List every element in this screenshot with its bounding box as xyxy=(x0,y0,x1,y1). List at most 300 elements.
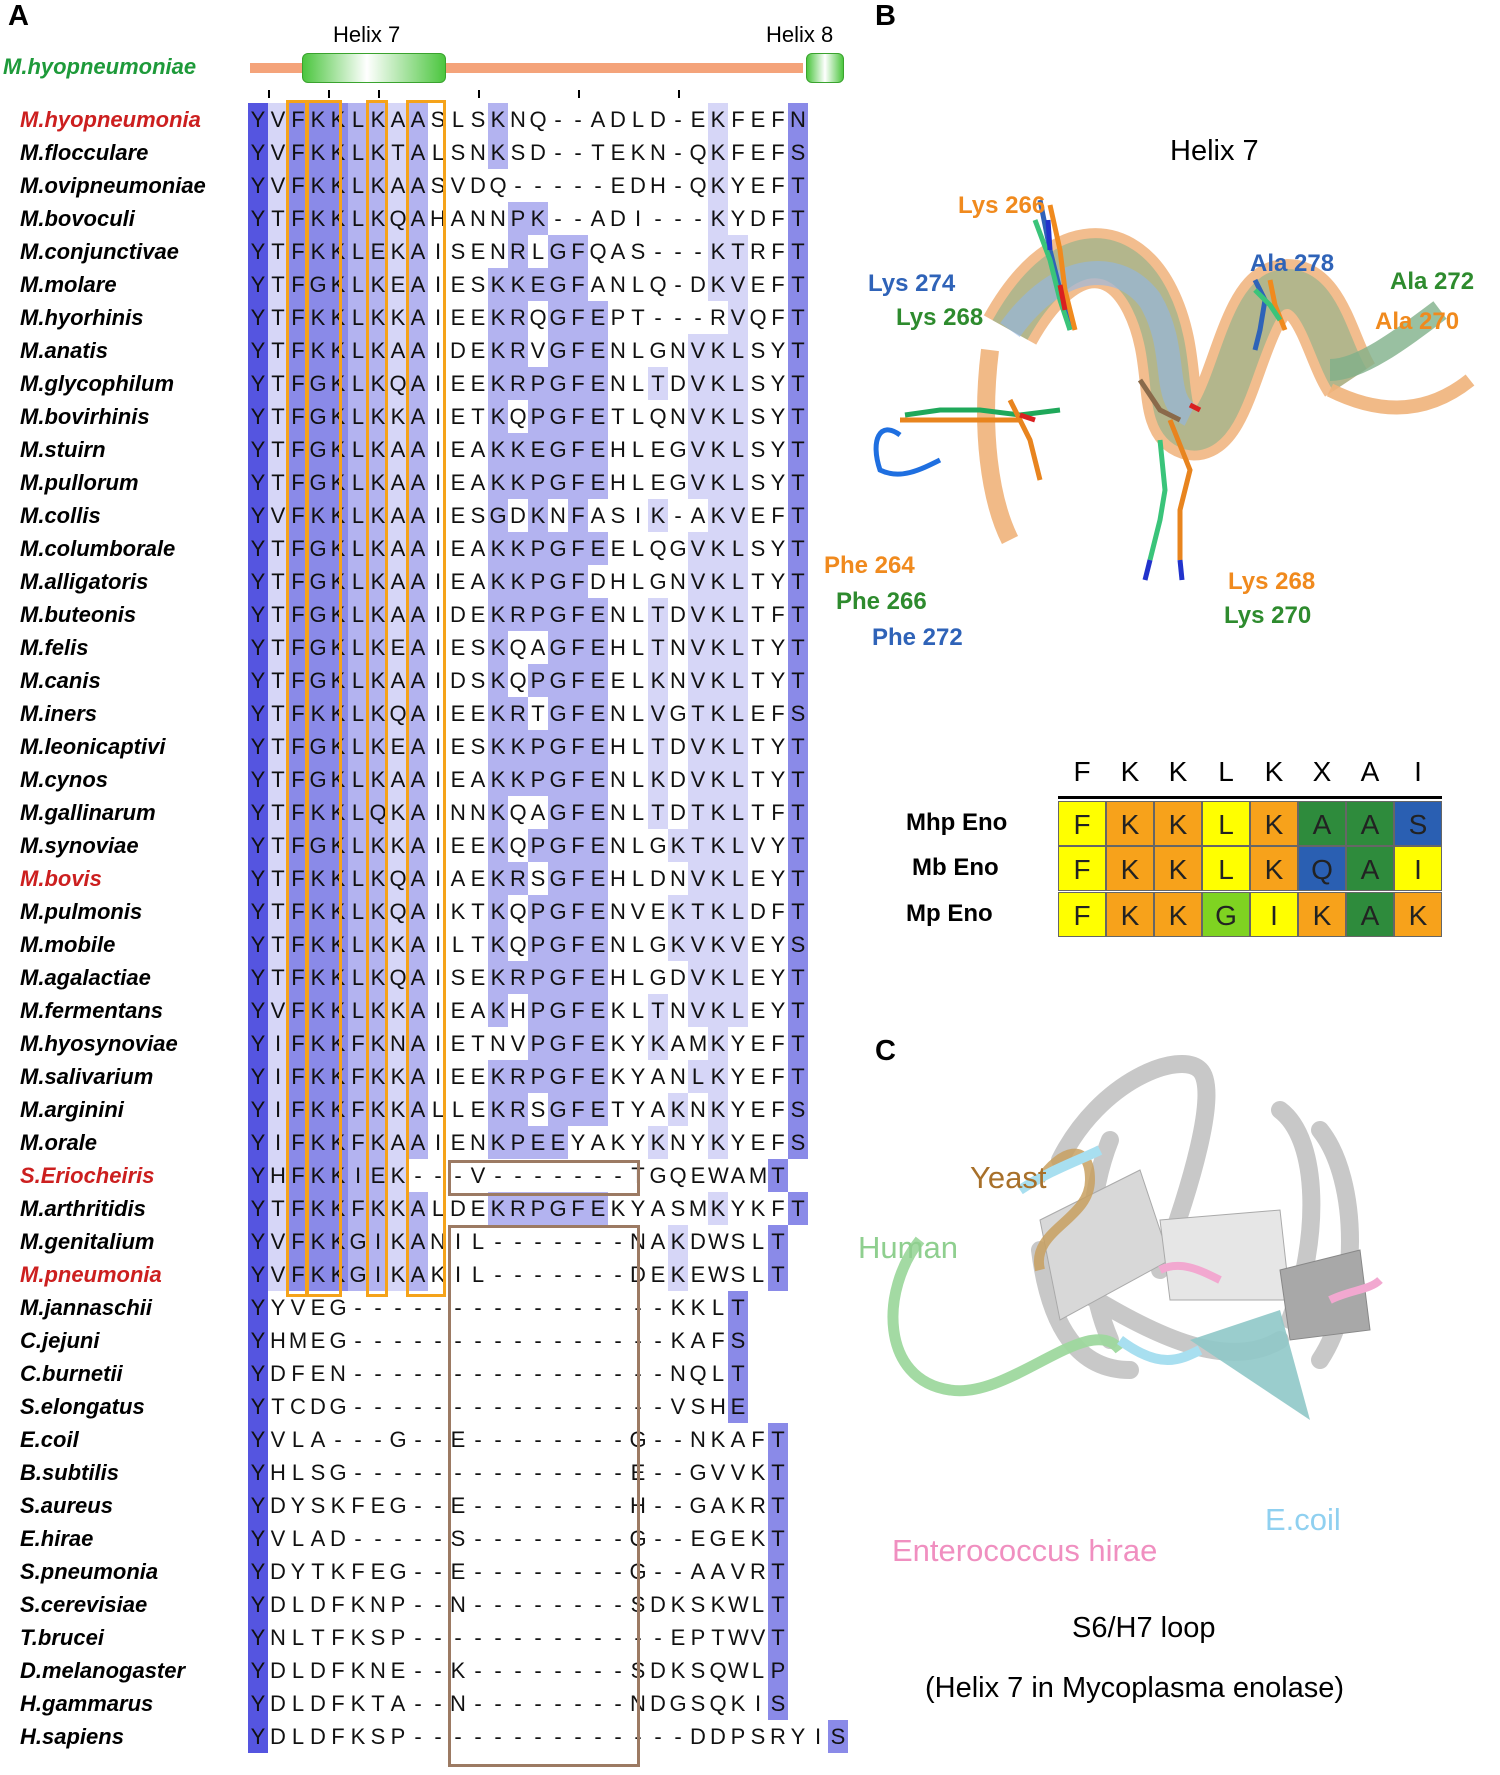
residue-cell: - xyxy=(554,206,562,231)
residue-cell: - xyxy=(514,1559,522,1584)
residue-cell: K xyxy=(308,1060,328,1093)
residue-cell: T xyxy=(751,800,765,825)
species-label: M.hyosynoviae xyxy=(20,1031,178,1056)
residue-cell: Y xyxy=(770,569,786,594)
residue-cell: G xyxy=(389,1427,407,1452)
residue-cell: E xyxy=(750,932,766,957)
residue-cell: N xyxy=(470,140,486,165)
residue-cell: I xyxy=(434,272,442,297)
residue-cell: L xyxy=(751,1658,765,1683)
residue-cell: - xyxy=(654,1361,662,1386)
helix7-structure-title: Helix 7 xyxy=(1170,135,1259,167)
residue-cell: L xyxy=(291,1724,305,1749)
residue-cell: K xyxy=(708,862,728,895)
species-label: M.felis xyxy=(20,635,89,660)
species-label: M.ovipneumoniae xyxy=(20,173,206,198)
residue-cell: K xyxy=(610,998,626,1023)
residue-cell: V xyxy=(688,334,708,367)
residue-cell: D xyxy=(710,1724,726,1749)
residue-cell: A xyxy=(470,437,486,462)
residue-cell: F xyxy=(771,140,785,165)
residue-cell: Y xyxy=(248,1687,268,1720)
residue-cell: - xyxy=(474,1361,482,1386)
residue-cell: K xyxy=(388,796,408,829)
residue-cell: H xyxy=(510,998,526,1023)
residue-cell: E xyxy=(370,1559,386,1584)
residue-cell: N xyxy=(610,899,626,924)
residue-cell: Y xyxy=(248,994,268,1027)
residue-cell: K xyxy=(368,301,388,334)
residue-cell: - xyxy=(474,1427,482,1452)
residue-cell: - xyxy=(674,503,682,528)
residue-cell: E xyxy=(450,569,466,594)
residue-cell: K xyxy=(648,499,668,532)
residue-cell: K xyxy=(508,532,528,565)
residue-cell: H xyxy=(610,569,626,594)
residue-cell: Q xyxy=(689,140,707,165)
residue-cell: D xyxy=(310,1394,326,1419)
residue-cell: T xyxy=(471,899,485,924)
residue-cell: D xyxy=(750,206,766,231)
table-cell: K xyxy=(1106,846,1154,891)
residue-cell: K xyxy=(328,961,348,994)
residue-cell: K xyxy=(708,928,728,961)
residue-cell: K xyxy=(488,532,508,565)
residue-cell: - xyxy=(654,1394,662,1419)
residue-cell: G xyxy=(548,994,568,1027)
residue-cell: S xyxy=(750,338,766,363)
residue-cell: L xyxy=(348,697,368,730)
residue-cell: Q xyxy=(649,404,667,429)
residue-cell: F xyxy=(351,1559,365,1584)
residue-cell: Y xyxy=(248,1555,268,1588)
residue-cell: R xyxy=(508,1093,528,1126)
residue-cell: Y xyxy=(248,598,268,631)
residue-cell: - xyxy=(534,1427,542,1452)
residue-cell: K xyxy=(368,994,388,1027)
residue-cell: K xyxy=(388,235,408,268)
residue-cell: S xyxy=(450,1526,466,1551)
residue-cell: K xyxy=(668,928,688,961)
residue-cell: - xyxy=(474,1592,482,1617)
residue-cell: T xyxy=(268,730,288,763)
residue-cell: M xyxy=(688,1196,708,1221)
species-structure-label: E.coil xyxy=(1265,1502,1341,1537)
residue-cell: N xyxy=(450,1592,466,1617)
residue-cell: - xyxy=(594,1625,602,1650)
residue-cell: K xyxy=(750,1196,766,1221)
residue-label: Phe 266 xyxy=(836,588,927,615)
table-cell: F xyxy=(1058,892,1106,937)
residue-cell: E xyxy=(750,503,766,528)
residue-cell: A xyxy=(408,499,428,532)
species-label: M.stuirn xyxy=(20,437,106,462)
table-row xyxy=(1058,846,1442,891)
species-label: M.gallinarum xyxy=(20,800,156,825)
residue-cell: Q xyxy=(388,202,408,235)
residue-cell: K xyxy=(708,202,728,235)
residue-cell: E xyxy=(450,1493,466,1518)
residue-cell: T xyxy=(268,433,288,466)
residue-cell: - xyxy=(434,1361,442,1386)
residue-cell: N xyxy=(510,107,526,132)
residue-cell: R xyxy=(508,697,528,730)
residue-cell: N xyxy=(370,1592,386,1617)
residue-cell: V xyxy=(530,338,546,363)
residue-cell: - xyxy=(474,1526,482,1551)
residue-cell: - xyxy=(454,1394,462,1419)
species-label: M.pulmonis xyxy=(20,899,143,924)
species-label: M.pneumonia xyxy=(20,1262,162,1287)
residue-cell: T xyxy=(591,140,605,165)
residue-cell: I xyxy=(434,866,442,891)
residue-cell: H xyxy=(268,1159,288,1192)
residue-cell: H xyxy=(610,635,626,660)
residue-cell: E xyxy=(588,334,608,367)
residue-cell: F xyxy=(568,367,588,400)
residue-cell: - xyxy=(674,173,682,198)
residue-cell: E xyxy=(588,400,608,433)
residue-cell: L xyxy=(728,466,748,499)
residue-cell: F xyxy=(288,796,308,829)
residue-cell: Y xyxy=(248,1126,268,1159)
residue-cell: - xyxy=(414,1526,422,1551)
species-label: M.anatis xyxy=(20,338,109,363)
residue-cell: - xyxy=(394,1361,402,1386)
residue-cell: - xyxy=(454,1328,462,1353)
residue-cell: I xyxy=(434,437,442,462)
residue-cell: - xyxy=(374,1361,382,1386)
residue-cell: Y xyxy=(248,202,268,235)
residue-cell: L xyxy=(348,664,368,697)
residue-cell: E xyxy=(588,367,608,400)
table-cell: K xyxy=(1106,801,1154,846)
residue-cell: - xyxy=(674,239,682,264)
residue-cell: K xyxy=(750,1460,766,1485)
residue-cell: Y xyxy=(248,1456,268,1489)
residue-cell: Y xyxy=(770,338,786,363)
residue-cell: - xyxy=(594,173,602,198)
residue-cell: E xyxy=(630,1460,646,1485)
residue-cell: Q xyxy=(388,961,408,994)
residue-cell: Q xyxy=(509,404,527,429)
residue-cell: G xyxy=(649,338,667,363)
loop-structure xyxy=(860,1040,1480,1530)
species-label: B.subtilis xyxy=(20,1460,120,1485)
residue-cell: T xyxy=(648,598,668,631)
residue-cell: L xyxy=(348,631,368,664)
species-label: S.elongatus xyxy=(20,1394,145,1419)
residue-cell: K xyxy=(388,829,408,862)
residue-cell: Y xyxy=(248,136,268,169)
residue-cell: T xyxy=(711,1625,725,1650)
residue-cell: L xyxy=(631,800,645,825)
residue-cell: K xyxy=(708,1027,728,1060)
residue-cell: T xyxy=(768,1423,788,1456)
residue-cell: K xyxy=(328,532,348,565)
residue-cell: P xyxy=(730,1724,746,1749)
residue-cell: E xyxy=(470,602,486,627)
residue-cell: K xyxy=(368,466,388,499)
residue-cell: - xyxy=(494,1526,502,1551)
residue-cell: K xyxy=(488,796,508,829)
residue-cell: Q xyxy=(509,800,527,825)
residue-cell: - xyxy=(474,1460,482,1485)
residue-cell: G xyxy=(348,1225,368,1258)
residue-cell: D xyxy=(650,107,666,132)
residue-cell: A xyxy=(408,565,428,598)
residue-cell: F xyxy=(771,1097,785,1122)
residue-cell: W xyxy=(708,1163,729,1188)
residue-cell: - xyxy=(574,1592,582,1617)
residue-cell: R xyxy=(750,1559,766,1584)
residue-cell: - xyxy=(594,1427,602,1452)
residue-cell: I xyxy=(434,800,442,825)
residue-cell: Y xyxy=(630,1097,646,1122)
residue-cell: V xyxy=(728,301,748,334)
residue-cell: Y xyxy=(248,1192,268,1225)
residue-cell: H xyxy=(270,1460,286,1485)
residue-cell: L xyxy=(348,961,368,994)
residue-cell: A xyxy=(650,1229,666,1254)
residue-cell: L xyxy=(531,239,545,264)
residue-cell: S xyxy=(670,1196,686,1221)
residue-cell: K xyxy=(368,1192,388,1225)
residue-cell: N xyxy=(610,800,626,825)
residue-cell: E xyxy=(610,140,626,165)
residue-cell: S xyxy=(750,536,766,561)
residue-cell: A xyxy=(590,272,606,297)
residue-cell: Y xyxy=(730,1130,746,1155)
residue-cell: P xyxy=(528,532,548,565)
species-structure-label: Yeast xyxy=(970,1160,1047,1195)
residue-cell: Y xyxy=(248,1390,268,1423)
residue-cell: F xyxy=(568,763,588,796)
residue-cell: L xyxy=(728,829,748,862)
residue-cell: - xyxy=(514,1394,522,1419)
residue-cell: K xyxy=(708,532,728,565)
residue-cell: Y xyxy=(248,532,268,565)
species-label: H.sapiens xyxy=(20,1724,124,1749)
residue-cell: E xyxy=(470,1196,486,1221)
residue-cell: K xyxy=(328,433,348,466)
residue-cell: N xyxy=(670,569,686,594)
species-label: M.leonicaptivi xyxy=(20,734,166,759)
residue-cell: K xyxy=(708,1126,728,1159)
species-label: E.hirae xyxy=(20,1526,94,1551)
residue-cell: E xyxy=(750,1130,766,1155)
residue-cell: - xyxy=(434,1295,442,1320)
residue-cell: - xyxy=(594,1295,602,1320)
residue-cell: Q xyxy=(388,895,408,928)
residue-cell: I xyxy=(434,932,442,957)
residue-cell: - xyxy=(614,1262,622,1287)
residue-cell: G xyxy=(548,796,568,829)
residue-cell: K xyxy=(368,730,388,763)
residue-cell: K xyxy=(368,862,388,895)
residue-cell: I xyxy=(454,1262,462,1287)
residue-cell: D xyxy=(690,272,706,297)
tick-mark xyxy=(578,90,580,98)
residue-cell: Y xyxy=(770,404,786,429)
residue-cell: F xyxy=(568,730,588,763)
species-label: M.columborale xyxy=(20,536,176,561)
species-label: M.alligatoris xyxy=(20,569,149,594)
residue-cell: L xyxy=(348,202,368,235)
residue-cell: K xyxy=(368,763,388,796)
residue-cell: Y xyxy=(770,932,786,957)
residue-cell: K xyxy=(368,565,388,598)
residue-cell: F xyxy=(348,1093,368,1126)
residue-cell: E xyxy=(610,536,626,561)
residue-cell: K xyxy=(488,301,508,334)
residue-cell: K xyxy=(368,103,388,136)
residue-cell: F xyxy=(288,565,308,598)
residue-cell: F xyxy=(288,532,308,565)
residue-cell: H xyxy=(650,173,666,198)
table-cell: K xyxy=(1154,892,1202,937)
residue-cell: G xyxy=(548,301,568,334)
residue-cell: K xyxy=(308,895,328,928)
residue-cell: M xyxy=(688,1031,708,1056)
residue-cell: K xyxy=(328,202,348,235)
residue-cell: K xyxy=(708,235,728,268)
residue-cell: S xyxy=(470,734,486,759)
residue-cell: D xyxy=(330,1526,346,1551)
residue-cell: - xyxy=(634,1724,642,1749)
residue-cell: S xyxy=(470,107,486,132)
residue-cell: K xyxy=(350,1625,366,1650)
residue-cell: - xyxy=(654,1559,662,1584)
residue-cell: - xyxy=(554,173,562,198)
residue-cell: K xyxy=(328,664,348,697)
residue-cell: A xyxy=(388,664,408,697)
residue-cell: K xyxy=(708,367,728,400)
residue-cell: V xyxy=(268,994,288,1027)
residue-cell: A xyxy=(408,1258,428,1291)
residue-cell: A xyxy=(408,1027,428,1060)
table-row xyxy=(1058,892,1442,937)
residue-cell: E xyxy=(450,404,466,429)
residue-cell: D xyxy=(590,569,606,594)
species-label: C.burnetii xyxy=(20,1361,123,1386)
residue-cell: - xyxy=(574,1526,582,1551)
residue-cell: K xyxy=(488,994,508,1027)
residue-cell: - xyxy=(354,1427,362,1452)
residue-cell: T xyxy=(631,305,645,330)
residue-cell: G xyxy=(348,1258,368,1291)
residue-cell: - xyxy=(594,1361,602,1386)
residue-cell: - xyxy=(674,305,682,330)
species-label: M.glycophilum xyxy=(20,371,174,396)
residue-cell: P xyxy=(610,305,626,330)
table-row-label: Mp Eno xyxy=(906,900,993,927)
residue-cell: T xyxy=(268,268,288,301)
residue-cell: F xyxy=(771,701,785,726)
residue-cell: - xyxy=(434,1724,442,1749)
residue-cell: T xyxy=(268,334,288,367)
residue-cell: L xyxy=(348,466,368,499)
residue-cell: K xyxy=(708,499,728,532)
residue-cell: T xyxy=(268,367,288,400)
residue-cell: - xyxy=(494,1592,502,1617)
residue-cell: K xyxy=(508,763,528,796)
residue-cell: K xyxy=(648,664,668,697)
residue-cell: A xyxy=(408,664,428,697)
residue-cell: Y xyxy=(248,730,268,763)
residue-cell: - xyxy=(434,1328,442,1353)
residue-cell: L xyxy=(348,169,368,202)
residue-cell: F xyxy=(568,400,588,433)
residue-label: Ala 278 xyxy=(1250,250,1335,277)
residue-cell: E xyxy=(588,598,608,631)
residue-cell: - xyxy=(654,1328,662,1353)
residue-cell: K xyxy=(708,763,728,796)
residue-cell: K xyxy=(368,433,388,466)
residue-cell: T xyxy=(268,400,288,433)
residue-cell: K xyxy=(708,565,728,598)
residue-cell: A xyxy=(650,1064,666,1089)
residue-cell: A xyxy=(388,499,408,532)
residue-cell: K xyxy=(368,202,388,235)
residue-cell: S xyxy=(310,1493,326,1518)
residue-cell: E xyxy=(690,107,706,132)
residue-cell: F xyxy=(568,1093,588,1126)
residue-cell: - xyxy=(614,1328,622,1353)
residue-cell: K xyxy=(330,1559,346,1584)
species-structure-label: Human xyxy=(858,1230,958,1265)
residue-cell: K xyxy=(630,140,646,165)
residue-cell: R xyxy=(508,961,528,994)
residue-cell: S xyxy=(750,404,766,429)
residue-cell: V xyxy=(728,499,748,532)
residue-cell: A xyxy=(408,268,428,301)
residue-cell: T xyxy=(688,796,708,829)
residue-cell: D xyxy=(750,899,766,924)
residue-cell: L xyxy=(348,301,368,334)
species-label: S.Eriocheiris xyxy=(20,1163,155,1188)
residue-cell: R xyxy=(750,239,766,264)
residue-cell: S xyxy=(730,1229,746,1254)
residue-cell: D xyxy=(530,140,546,165)
residue-cell: R xyxy=(710,305,726,330)
residue-cell: V xyxy=(688,763,708,796)
residue-cell: - xyxy=(474,1691,482,1716)
residue-cell: - xyxy=(374,1295,382,1320)
residue-cell: D xyxy=(470,173,486,198)
residue-cell: E xyxy=(310,1295,326,1320)
residue-cell: F xyxy=(771,206,785,231)
species-label: M.iners xyxy=(20,701,98,726)
residue-cell: Y xyxy=(248,433,268,466)
species-label: D.melanogaster xyxy=(20,1658,186,1683)
residue-cell: - xyxy=(634,1295,642,1320)
residue-cell: G xyxy=(329,1460,347,1485)
species-label: C.jejuni xyxy=(20,1328,100,1353)
residue-cell: F xyxy=(568,301,588,334)
residue-cell: Y xyxy=(248,664,268,697)
residue-cell: K xyxy=(388,994,408,1027)
residue-cell: K xyxy=(708,961,728,994)
residue-cell: E xyxy=(310,1361,326,1386)
residue-cell: E xyxy=(528,1126,548,1159)
residue-cell: Q xyxy=(509,899,527,924)
residue-cell: G xyxy=(548,928,568,961)
residue-cell: V xyxy=(268,1258,288,1291)
residue-cell: A xyxy=(408,697,428,730)
residue-cell: K xyxy=(708,796,728,829)
residue-cell: E xyxy=(470,1064,486,1089)
